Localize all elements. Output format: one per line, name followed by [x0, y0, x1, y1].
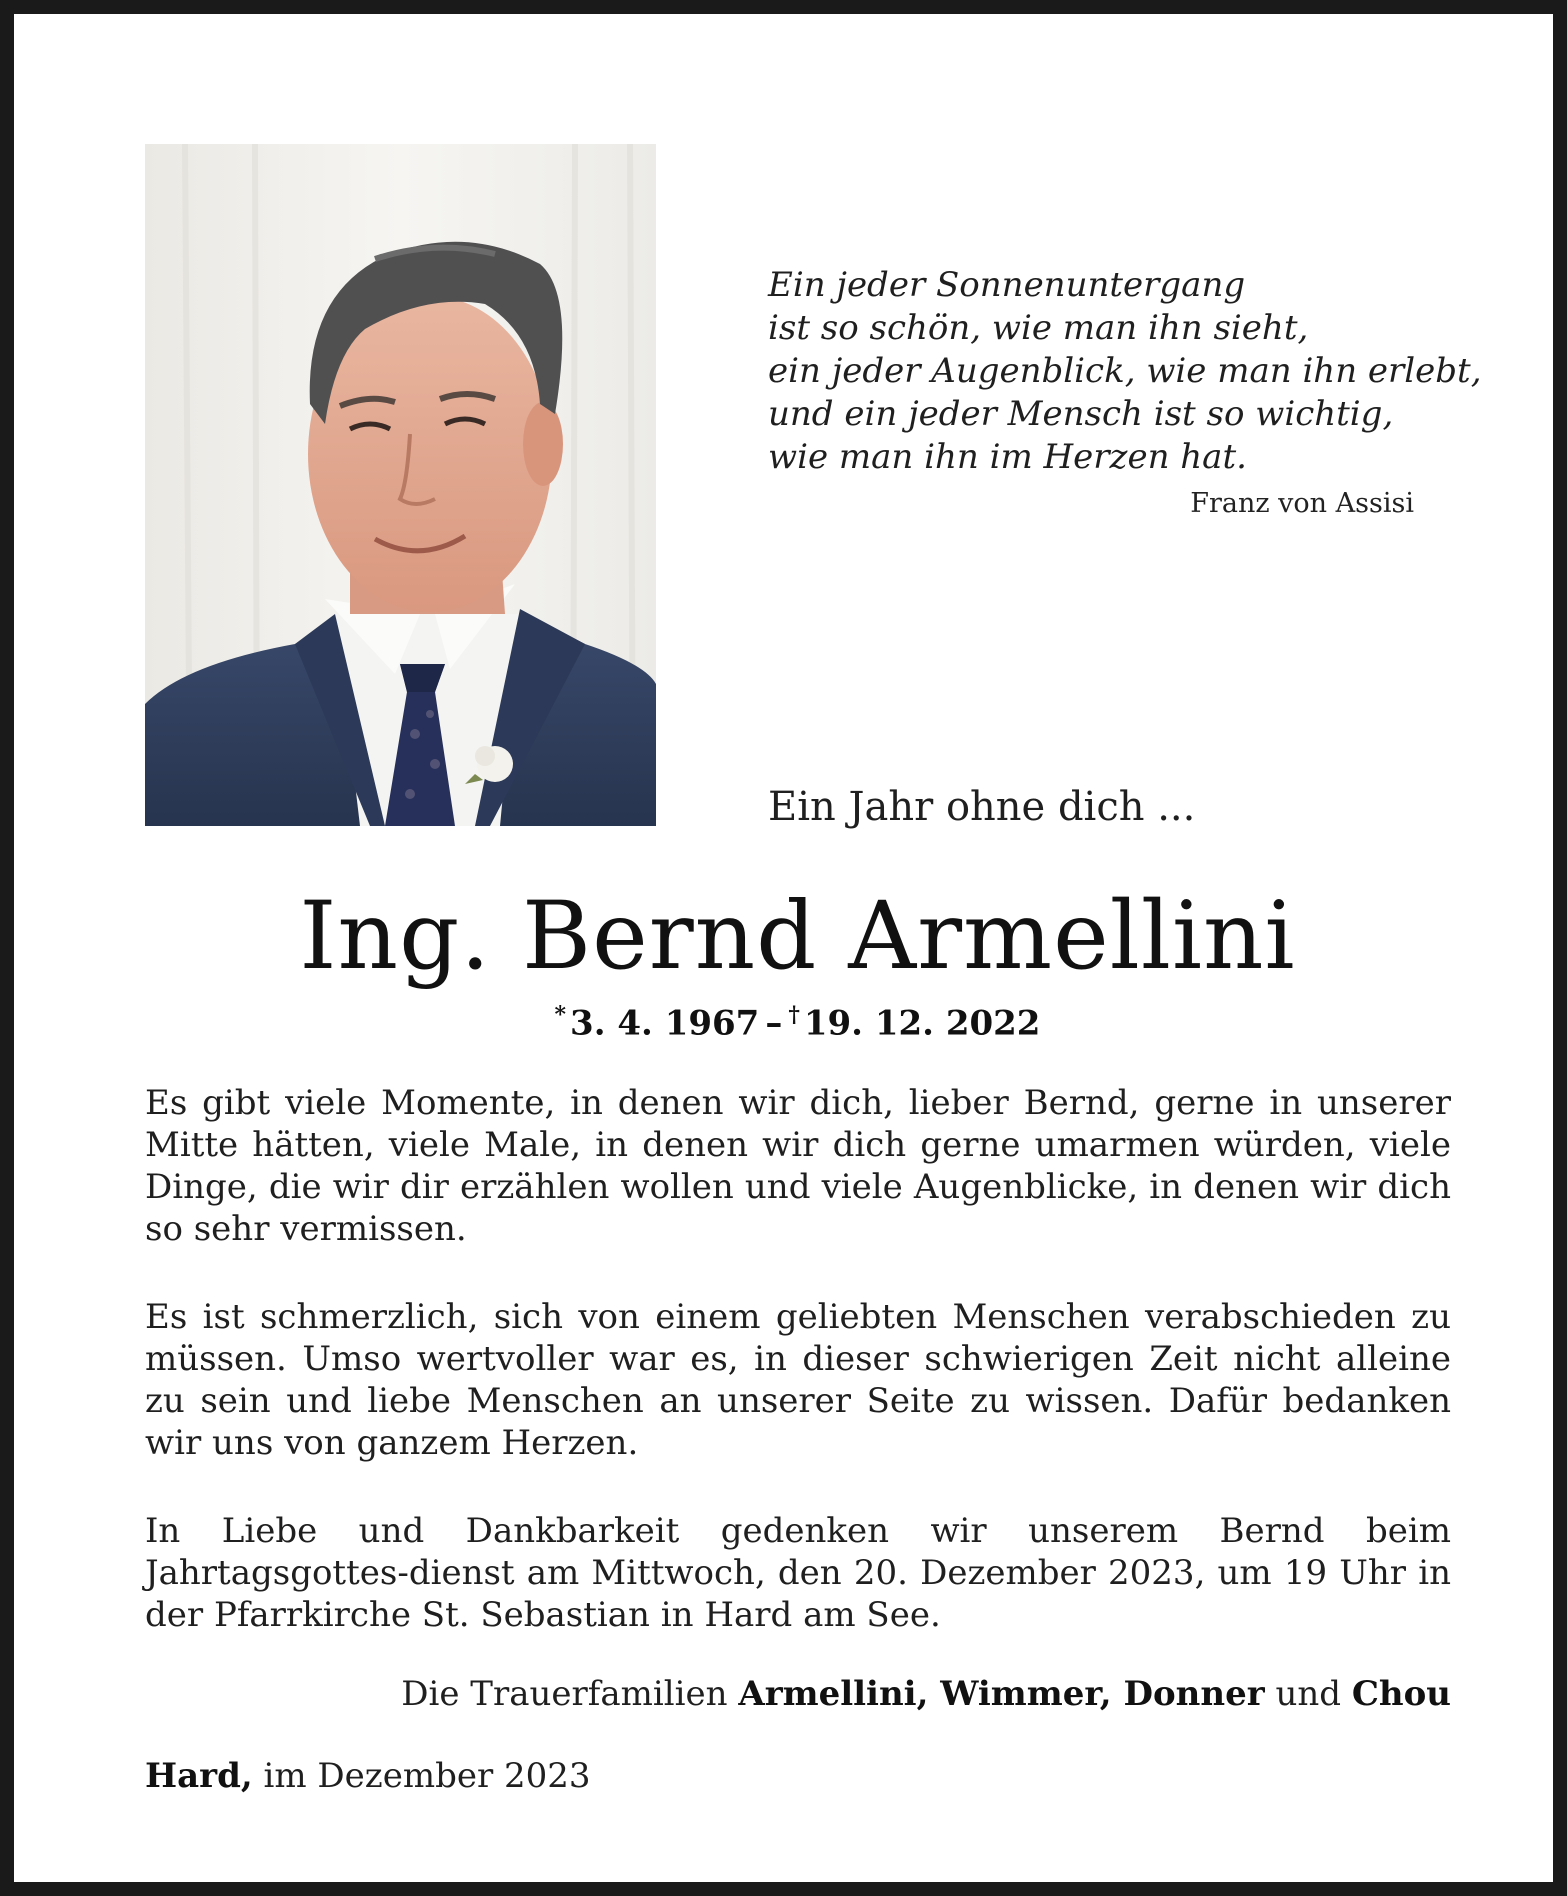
portrait-photo [145, 144, 656, 826]
poem-line: Ein jeder Sonnenuntergang [768, 265, 1246, 305]
mourning-families [145, 1674, 1451, 1714]
anniversary-text: Ein Jahr ohne dich ... [768, 784, 1196, 830]
poem-author: Franz von Assisi [1190, 488, 1414, 519]
poem-line: ein jeder Augenblick, wie man ihn erlebt, [768, 351, 1482, 391]
birth-symbol: * [554, 1002, 567, 1028]
portrait-illustration [145, 144, 656, 826]
place-and-date [145, 1756, 591, 1796]
place-date: im Dezember 2023 [263, 1756, 591, 1796]
poem [768, 264, 1482, 479]
birth-date: 3. 4. 1967 [570, 1003, 760, 1044]
deceased-name: Ing. Bernd Armellini [299, 882, 1296, 991]
life-dates [14, 1002, 1567, 1043]
families-last: Chou [1351, 1674, 1451, 1714]
place-name: Hard, [145, 1756, 253, 1796]
families-prefix: Die Trauerfamilien [401, 1674, 728, 1714]
body-paragraph: In Liebe und Dankbarkeit gedenken wir unserem Bernd beim Jahrtagsgottes-dienst am Mittwoch, den 20. Dezember 2023, um 19 Uhr in der Pfarrkirche St. Sebastian in Hard am See. [145, 1511, 1451, 1635]
death-symbol: † [788, 1002, 800, 1028]
poem-line: ist so schön, wie man ihn sieht, [768, 308, 1309, 348]
poem-line: und ein jeder Mensch ist so wichtig, [768, 394, 1394, 434]
families-conjunction: und [1275, 1674, 1341, 1714]
date-separator: – [765, 1003, 783, 1044]
body-paragraph: Es gibt viele Momente, in denen wir dich, lieber Bernd, gerne in unserer Mitte hätten, viele Male, in denen wir dich gerne umarmen würden, viele Dinge, die wir dir erzählen wollen und viele Augenblicke, in denen wir dich so sehr vermissen. [145, 1083, 1451, 1249]
death-date: 19. 12. 2022 [803, 1003, 1041, 1044]
poem-line: wie man ihn im Herzen hat. [768, 437, 1247, 477]
families-names: Armellini, Wimmer, Donner [738, 1674, 1265, 1714]
body-paragraph: Es ist schmerzlich, sich von einem geliebten Menschen verabschieden zu müssen. Umso wertvoller war es, in dieser schwierigen Zeit nicht alleine zu sein und liebe Menschen an unserer Seite zu wissen. Dafür bedanken wir uns von ganzem Herzen. [145, 1297, 1451, 1463]
